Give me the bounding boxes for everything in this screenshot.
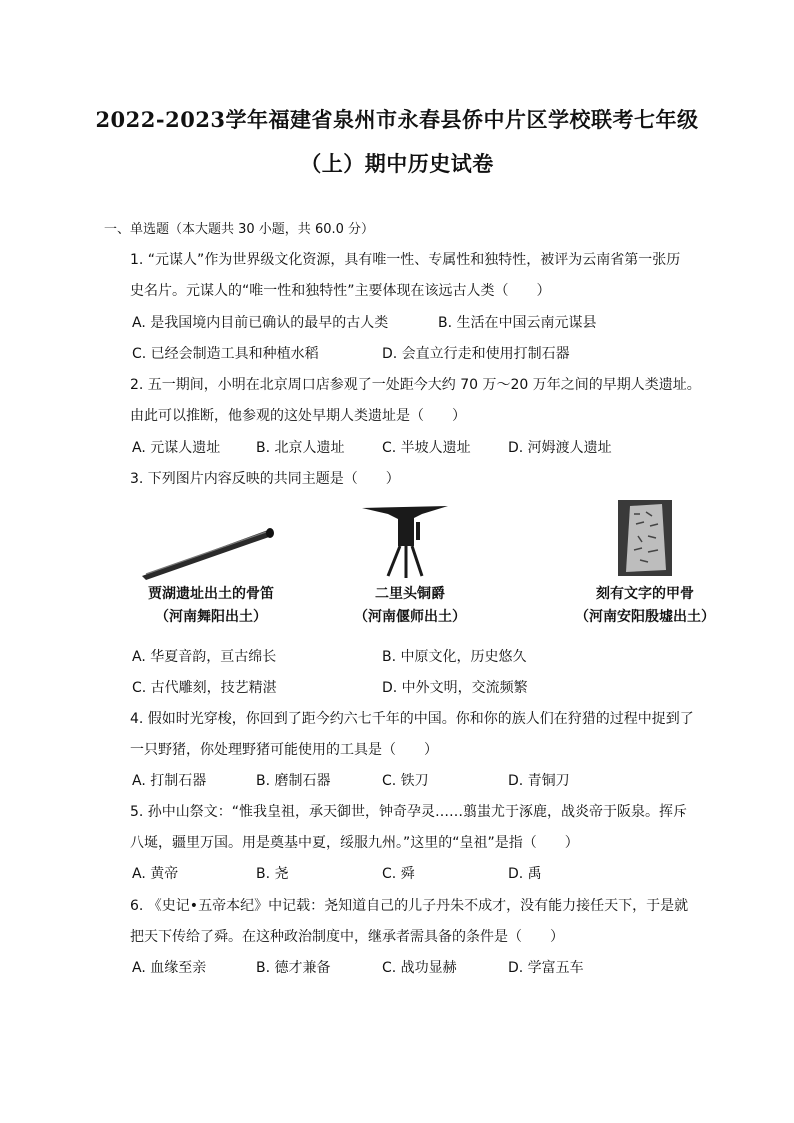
jue-caption-name: 二里头铜爵 [375,586,445,602]
jue-caption-origin: （河南偃师出土） [354,609,466,625]
q3-option-b: B. 中原文化，历史悠久 [382,649,527,665]
oracle-caption-origin: （河南安阳殷墟出土） [575,609,715,625]
q3-option-c: C. 古代雕刻，技艺精湛 [132,680,277,696]
oracle-caption-name: 刻有文字的甲骨 [596,586,694,602]
exam-title-line2: （上）期中历史试卷 [300,151,494,176]
bone-flute-image [136,522,276,582]
q4-option-c: C. 铁刀 [382,773,429,789]
q2-stem-line1: 2. 五一期间，小明在北京周口店参观了一处距今大约 70 万～20 万年之间的早期人类遗址。 [130,377,701,393]
q3-stem: 3. 下列图片内容反映的共同主题是（ ） [130,471,400,487]
q1-option-a: A. 是我国境内目前已确认的最早的古人类 [132,315,389,331]
q6-stem-line2: 把天下传给了舜。在这种政治制度中，继承者需具备的条件是（ ） [130,929,564,945]
q4-option-d: D. 青铜刀 [508,773,570,789]
oracle-bone-image [618,500,672,576]
q5-option-b: B. 尧 [256,866,289,882]
q3-option-a: A. 华夏音韵，亘古绵长 [132,649,277,665]
q6-option-d: D. 学富五车 [508,960,584,976]
q6-option-b: B. 德才兼备 [256,960,331,976]
q2-option-d: D. 河姆渡人遗址 [508,440,612,456]
q2-option-c: C. 半坡人遗址 [382,440,471,456]
q4-option-b: B. 磨制石器 [256,773,331,789]
q6-stem-line1: 6. 《史记•五帝本纪》中记载：尧知道自己的儿子丹朱不成才，没有能力接任天下，于是就 [130,898,689,914]
q4-stem-line2: 一只野猪，你处理野猪可能使用的工具是（ ） [130,742,438,758]
q1-stem-line1: 1. “元谋人”作为世界级文化资源，具有唯一性、专属性和独特性，被评为云南省第一张历 [130,252,681,268]
q6-option-a: A. 血缘至亲 [132,960,207,976]
q6-option-c: C. 战功显赫 [382,960,457,976]
q1-stem-line2: 史名片。元谋人的“唯一性和独特性”主要体现在该远古人类（ ） [130,283,551,299]
q5-option-d: D. 禹 [508,866,542,882]
q5-stem-line1: 5. 孙中山祭文：“惟我皇祖，承天御世，钟奇孕灵……翦蚩尤于涿鹿，战炎帝于阪泉。挥斥 [130,804,688,820]
q1-option-b: B. 生活在中国云南元谋县 [438,315,597,331]
section-heading: 一、单选题（本大题共 30 小题，共 60.0 分） [104,222,375,237]
q5-stem-line2: 八埏，疆里万国。用是奠基中夏，绥服九州。”这里的“皇祖”是指（ ） [130,835,579,851]
flute-caption-origin: （河南舞阳出土） [155,609,267,625]
flute-caption-name: 贾湖遗址出土的骨笛 [148,586,274,602]
q4-option-a: A. 打制石器 [132,773,207,789]
q2-stem-line2: 由此可以推断，他参观的这处早期人类遗址是（ ） [130,408,466,424]
q1-option-c: C. 已经会制造工具和种植水稻 [132,346,319,362]
q3-option-d: D. 中外文明，交流频繁 [382,680,528,696]
bronze-jue-image [360,500,450,580]
exam-title-line1: 2022-2023学年福建省泉州市永春县侨中片区学校联考七年级 [95,107,699,132]
q5-option-a: A. 黄帝 [132,866,179,882]
q1-option-d: D. 会直立行走和使用打制石器 [382,346,570,362]
q4-stem-line1: 4. 假如时光穿梭，你回到了距今约六七千年的中国。你和你的族人们在狩猎的过程中捉到了 [130,711,694,727]
q2-option-a: A. 元谋人遗址 [132,440,221,456]
q2-option-b: B. 北京人遗址 [256,440,345,456]
q5-option-c: C. 舜 [382,866,415,882]
